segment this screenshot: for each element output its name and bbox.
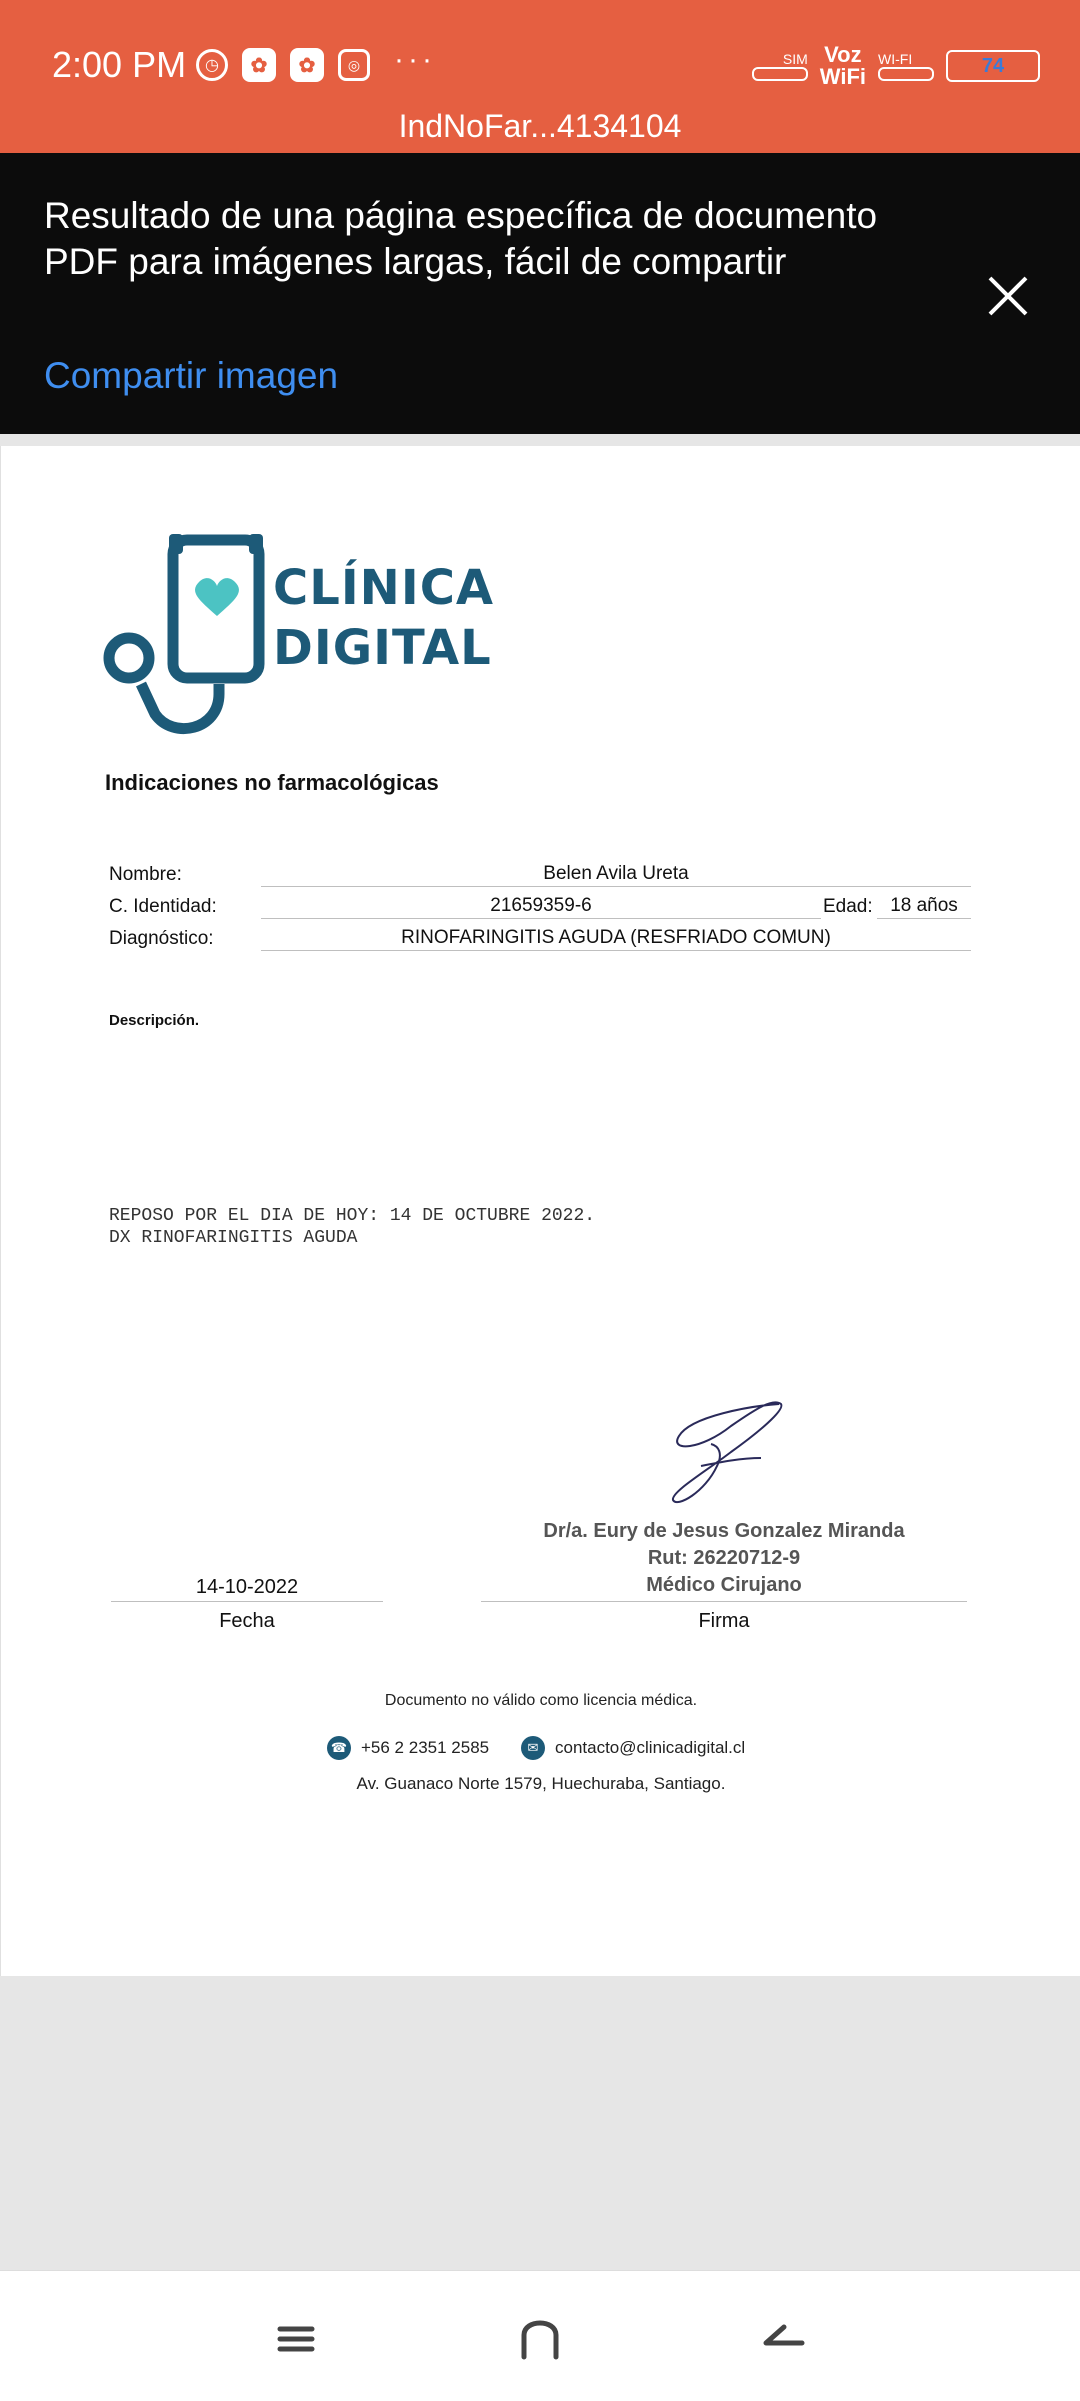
wifi-signal-icon: [878, 67, 934, 81]
email-contact: [521, 1736, 745, 1760]
logo-line-2: DIGITAL: [273, 620, 492, 676]
doctor-signature: [661, 1396, 791, 1506]
instagram-icon: ◎: [338, 49, 370, 81]
app-notification-icon-2: ✿: [290, 48, 324, 82]
sim-signal-icon: [752, 67, 808, 81]
sim-label: SIM: [782, 51, 808, 67]
description-line: REPOSO POR EL DIA DE HOY: 14 DE OCTUBRE 2022.: [109, 1206, 596, 1226]
date-label: Fecha: [219, 1610, 275, 1632]
id-label: C. Identidad:: [109, 896, 217, 917]
mail-icon: ✉: [521, 1736, 545, 1760]
app-notification-icon: ✿: [242, 48, 276, 82]
doctor-title: Médico Cirujano: [646, 1574, 802, 1596]
age-label: Edad:: [823, 896, 873, 917]
status-right: [752, 44, 1040, 88]
phone-number: +56 2 2351 2585: [361, 1738, 490, 1757]
battery-icon: [946, 50, 1040, 82]
status-bar: [0, 0, 1080, 153]
signature-line: [481, 1601, 967, 1602]
name-label: Nombre:: [109, 864, 182, 885]
email-address: contacto@clinicadigital.cl: [555, 1738, 746, 1757]
sim-indicator: [752, 51, 808, 81]
doctor-rut: Rut: 26220712-9: [647, 1547, 801, 1569]
navigation-bar: [0, 2270, 1080, 2401]
clinic-address: Av. Guanaco Norte 1579, Huechuraba, Santiago.: [356, 1774, 726, 1793]
age-value: 18 años: [877, 894, 971, 919]
description-line: DX RINOFARINGITIS AGUDA: [109, 1228, 358, 1248]
description-title: Descripción.: [109, 1012, 200, 1029]
status-time: 2:00 PM: [52, 44, 187, 85]
wifi-small-label: WI-FI: [878, 51, 913, 67]
diagnosis-value: RINOFARINGITIS AGUDA (RESFRIADO COMUN): [261, 926, 971, 951]
date-value: 14-10-2022: [111, 1576, 383, 1602]
doctor-name: Dr/a. Eury de Jesus Gonzalez Miranda: [543, 1520, 905, 1542]
stethoscope-phone-icon: [101, 534, 271, 744]
notification-icons: [196, 43, 436, 82]
alarm-icon: ◷: [196, 49, 228, 81]
home-icon[interactable]: [510, 2313, 570, 2363]
validity-note: Documento no válido como licencia médica.: [384, 1692, 698, 1709]
id-value: 21659359-6: [261, 894, 821, 919]
voz-label: Voz: [824, 42, 862, 67]
phone-contact: [327, 1736, 489, 1760]
more-notifications-icon: ···: [394, 43, 436, 76]
document-heading: Indicaciones no farmacológicas: [105, 770, 439, 795]
menu-icon[interactable]: [266, 2313, 326, 2363]
document-page: [0, 446, 1080, 1976]
banner-message: Resultado de una página específica de documento PDF para imágenes largas, fácil de compartir: [44, 195, 878, 282]
wifi-label: WiFi: [819, 64, 866, 89]
clinic-logo: [101, 534, 495, 744]
signature-label: Firma: [698, 1610, 750, 1632]
clinic-logo-text: [273, 558, 494, 678]
diagnosis-label: Diagnóstico:: [109, 928, 214, 949]
close-icon[interactable]: [980, 268, 1036, 324]
back-icon[interactable]: [754, 2313, 814, 2363]
file-title: IndNoFar...4134104: [398, 108, 682, 144]
vowifi-indicator: [820, 44, 866, 88]
wifi-indicator: [878, 51, 934, 81]
battery-level: 74: [981, 54, 1005, 77]
share-banner: [0, 153, 1080, 434]
share-image-link[interactable]: Compartir imagen: [44, 355, 339, 396]
phone-icon: ☎: [327, 1736, 351, 1760]
logo-line-1: CLÍNICA: [273, 560, 495, 616]
name-value: Belen Avila Ureta: [261, 862, 971, 887]
